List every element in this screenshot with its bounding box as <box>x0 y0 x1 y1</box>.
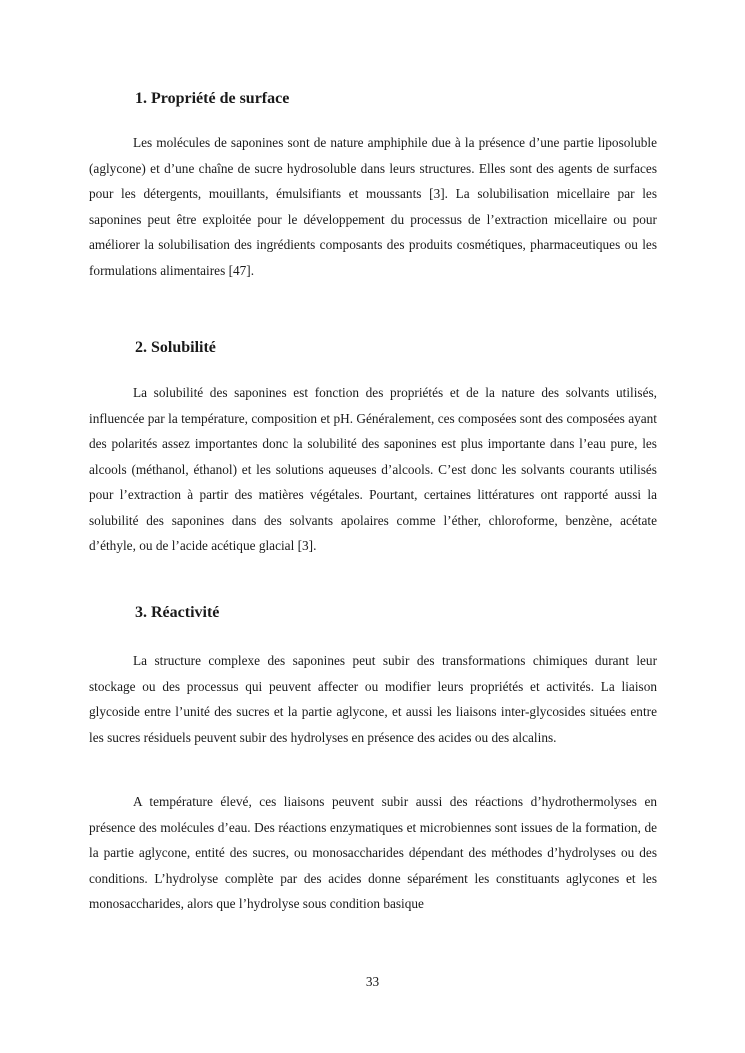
section-heading-surface-property: 1. Propriété de surface <box>135 90 290 107</box>
paragraph-reactivity-1: La structure complexe des saponines peut subir des transformations chimiques durant leur stockage ou des processus qui peuvent affecter ou modifier leurs propriétés et activités. La liaison glycoside entre l’unité des sucres et la partie aglycone, et aussi les liaisons inter-glycosides situées entre les sucres résiduels peuvent subir des hydrolyses en présence des acides ou des alcalins. <box>89 653 657 745</box>
page-number: 33 <box>365 974 380 989</box>
paragraph-surface-property: Les molécules de saponines sont de nature amphiphile due à la présence d’une partie liposoluble (aglycone) et d’une chaîne de sucre hydrosoluble dans leurs structures. Elles sont des agents de surfaces pour les détergents, mouillants, émulsifiants et moussants [3]. La solubilisation micellaire par les saponines peut être exploitée pour le développement du processus de l’extraction micellaire ou pour améliorer la solubilisation des ingrédients composants des produits cosmétiques, pharmaceutiques ou les formulations alimentaires [47]. <box>89 135 657 278</box>
paragraph-solubility: La solubilité des saponines est fonction des propriétés et de la nature des solvants utilisés, influencée par la température, composition et pH. Généralement, ces composées sont des composées ayant des polarités assez importantes donc la solubilité des saponines est plus importante dans l’eau pure, les alcools (méthanol, éthanol) et les solutions aqueuses d’alcools. C’est donc les solvants courants utilisés pour l’extraction à partir des matières végétales. Pourtant, certaines littératures ont rapporté aussi la solubilité des saponines dans des solvants apolaires comme l’éther, chloroforme, benzène, acétate d’éthyle, ou de l’acide acétique glacial [3]. <box>89 385 657 553</box>
section-heading-reactivity: 3. Réactivité <box>135 604 220 621</box>
section-heading-solubility: 2. Solubilité <box>135 339 216 356</box>
paragraph-reactivity-2: A température élevé, ces liaisons peuvent subir aussi des réactions d’hydrothermolyses en présence des molécules d’eau. Des réactions enzymatiques et microbiennes sont issues de la formation, de la partie aglycone, entité des sucres, ou monosaccharides dépendant des méthodes d’hydrolyses ou des conditions. L’hydrolyse complète par des acides donne séparément les constituants aglycones et les monosaccharides, alors que l’hydrolyse sous condition basique <box>89 794 657 911</box>
